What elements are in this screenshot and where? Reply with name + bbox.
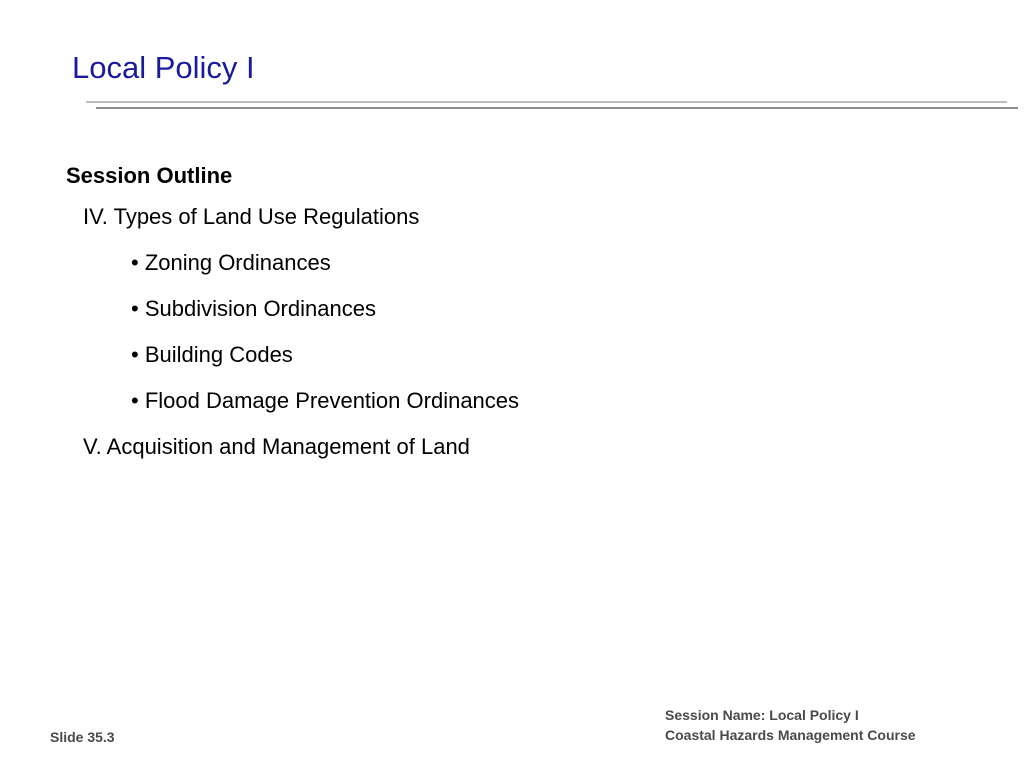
footer-course-name: Coastal Hazards Management Course [665,727,916,743]
footer-session-info [665,705,916,745]
outline-item-acquisition: V. Acquisition and Management of Land [83,434,470,459]
title-divider-dark [96,107,1018,109]
outline-subitem-flood-damage: • Flood Damage Prevention Ordinances [131,388,520,413]
slide-number: Slide 35.3 [50,729,115,745]
outline-subitem-building-codes: • Building Codes [131,342,293,367]
outline-subitem-subdivision: • Subdivision Ordinances [131,296,376,321]
footer-session-name: Session Name: Local Policy I [665,707,859,723]
session-outline-heading: Session Outline [66,163,233,188]
outline-item-types-of-land-use: IV. Types of Land Use Regulations [83,204,420,229]
slide-title: Local Policy I [72,50,255,85]
title-divider-light [86,101,1007,103]
outline-subitem-zoning: • Zoning Ordinances [131,250,331,275]
